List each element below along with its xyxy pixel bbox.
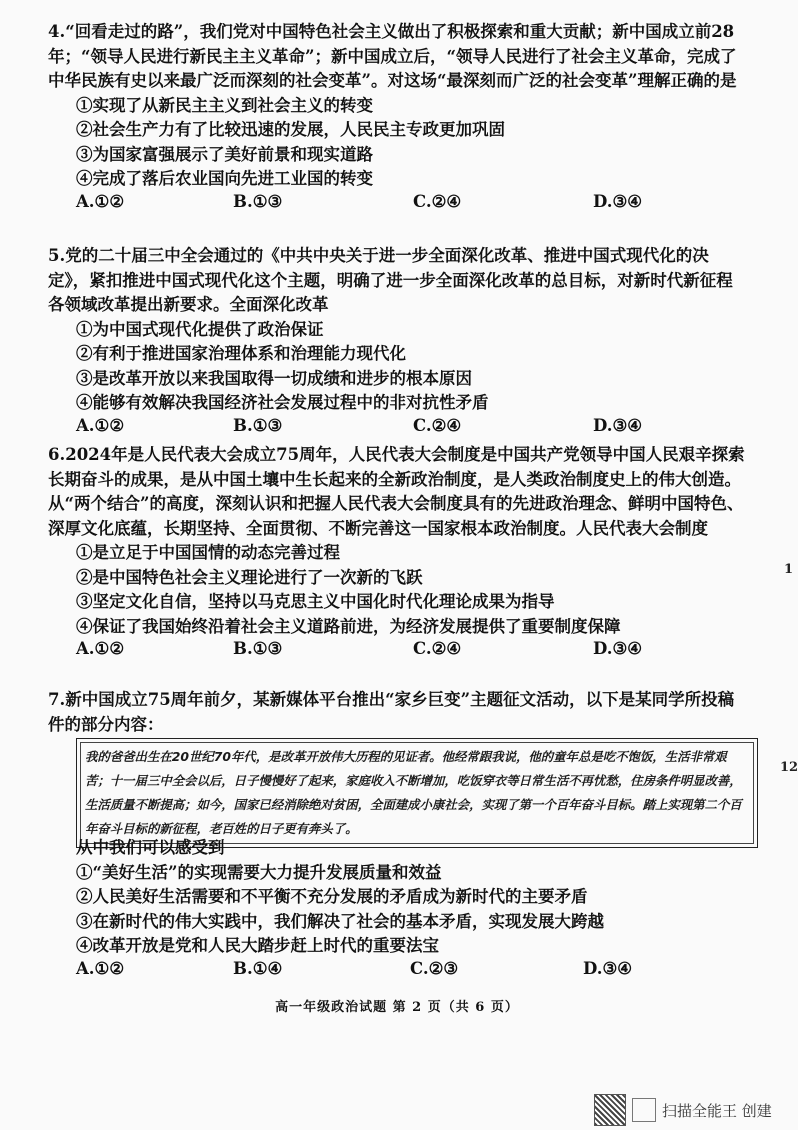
answer-choices — [48, 192, 748, 217]
choice-c: C.②③ — [410, 958, 459, 978]
question-stem: 6.2024年是人民代表大会成立75周年，人民代表大会制度是中国共产党领导中国人民艰辛探索长期奋斗的成果，是从中国土壤中生长起来的全新政治制度，是人类政治制度史上的伟大创造。从“两个结合”的高度，深刻认识和把握人民代表大会制度具有的先进政治理念、鲜明中国特色、深厚文化底蕴，长期坚持、全面贯彻、不断完善这一国家根本政治制度。人民代表大会制度 — [48, 445, 745, 538]
question-7-continued — [48, 836, 748, 984]
statement-4: ④完成了落后农业国向先进工业国的转变 — [76, 169, 373, 188]
choice-a: A.①② — [76, 639, 125, 658]
answer-choices — [48, 639, 748, 664]
question-5 — [48, 244, 748, 441]
question-stem: 5.党的二十届三中全会通过的《中共中央关于进一步全面深化改革、推进中国式现代化的决定》，紧扣推进中国式现代化这个主题，明确了进一步全面深化改革的总目标，对新时代新征程各领域改革提出新要求。全面深化改革 — [48, 246, 733, 314]
statement-4: ④改革开放是党和人民大踏步赶上时代的重要法宝 — [76, 936, 439, 955]
choice-d: D.③④ — [593, 191, 643, 211]
answer-choices — [48, 959, 748, 984]
choice-c: C.②④ — [413, 415, 462, 435]
statement-4: ④能够有效解决我国经济社会发展过程中的非对抗性矛盾 — [76, 393, 489, 412]
choice-c: C.②④ — [413, 191, 462, 211]
page-footer: 高一年级政治试题 第 2 页（共 6 页） — [275, 1000, 519, 1015]
edge-mark: 1 — [784, 562, 794, 577]
question-stem: 7.新中国成立75周年前夕，某新媒体平台推出“家乡巨变”主题征文活动，以下是某同学所投稿件的部分内容： — [48, 690, 735, 734]
choice-b: B.①③ — [233, 191, 283, 211]
choice-b: B.①③ — [233, 639, 283, 658]
scanner-logo-icon — [632, 1098, 656, 1122]
edge-mark: 12 — [780, 760, 798, 775]
statement-2: ②社会生产力有了比较迅速的发展，人民民主专政更加巩固 — [76, 120, 505, 139]
statement-1: ①是立足于中国国情的动态完善过程 — [76, 543, 340, 562]
question-4 — [48, 20, 748, 217]
qr-code-icon — [594, 1094, 626, 1126]
choice-d: D.③④ — [583, 958, 633, 978]
statement-3: ③在新时代的伟大实践中，我们解决了社会的基本矛盾，实现发展大跨越 — [76, 911, 604, 931]
statement-1: ①实现了从新民主主义到社会主义的转变 — [76, 95, 373, 115]
answer-choices — [48, 416, 748, 441]
statement-2: ②人民美好生活需要和不平衡不充分发展的矛盾成为新时代的主要矛盾 — [76, 887, 588, 906]
statement-3: ③为国家富强展示了美好前景和现实道路 — [76, 144, 373, 164]
choice-c: C.②④ — [413, 639, 462, 658]
question-7 — [48, 688, 748, 737]
question-prompt: 从中我们可以感受到 — [76, 838, 225, 857]
statement-4: ④保证了我国始终沿着社会主义道路前进，为经济发展提供了重要制度保障 — [76, 616, 621, 636]
choice-d: D.③④ — [593, 639, 643, 658]
statement-2: ②有利于推进国家治理体系和治理能力现代化 — [76, 344, 406, 363]
essay-excerpt-box: 我的爸爸出生在20世纪70年代，是改革开放伟大历程的见证者。他经常跟我说，他的童年总是吃不饱饭，生活非常艰苦；十一届三中全会以后，日子慢慢好了起来，家庭收入不断增加，吃饭穿衣等日常生活不再忧愁，住房条件明显改善，生活质量不断提高；如今，国家已经消除绝对贫困，全面建成小康社会，实现了第一个百年奋斗目标。踏上实现第二个百年奋斗目标的新征程，老百姓的日子更有奔头了。 — [76, 738, 758, 848]
choice-a: A.①② — [76, 958, 125, 978]
statement-3: ③是改革开放以来我国取得一切成绩和进步的根本原因 — [76, 368, 472, 388]
choice-d: D.③④ — [593, 415, 643, 435]
choice-a: A.①② — [76, 415, 125, 435]
choice-a: A.①② — [76, 191, 125, 211]
statement-1: ①“美好生活”的实现需要大力提升发展质量和效益 — [76, 862, 442, 882]
question-6 — [48, 443, 748, 664]
watermark-text: 扫描全能王 创建 — [662, 1101, 772, 1120]
question-stem: 4.“回看走过的路”，我们党对中国特色社会主义做出了积极探索和重大贡献；新中国成立前28年；“领导人民进行新民主主义革命”；新中国成立后，“领导人民进行了社会主义革命，完成了中华民族有史以来最广泛而深刻的社会变革”。对这场“最深刻而广泛的社会变革”理解正确的是 — [48, 22, 737, 90]
statement-3: ③坚定文化自信，坚持以马克思主义中国化时代化理论成果为指导 — [76, 592, 555, 611]
choice-b: B.①③ — [233, 415, 283, 435]
statement-1: ①为中国式现代化提供了政治保证 — [76, 319, 324, 339]
choice-b: B.①④ — [233, 958, 283, 978]
statement-2: ②是中国特色社会主义理论进行了一次新的飞跃 — [76, 567, 423, 587]
scanner-watermark — [594, 1090, 772, 1130]
